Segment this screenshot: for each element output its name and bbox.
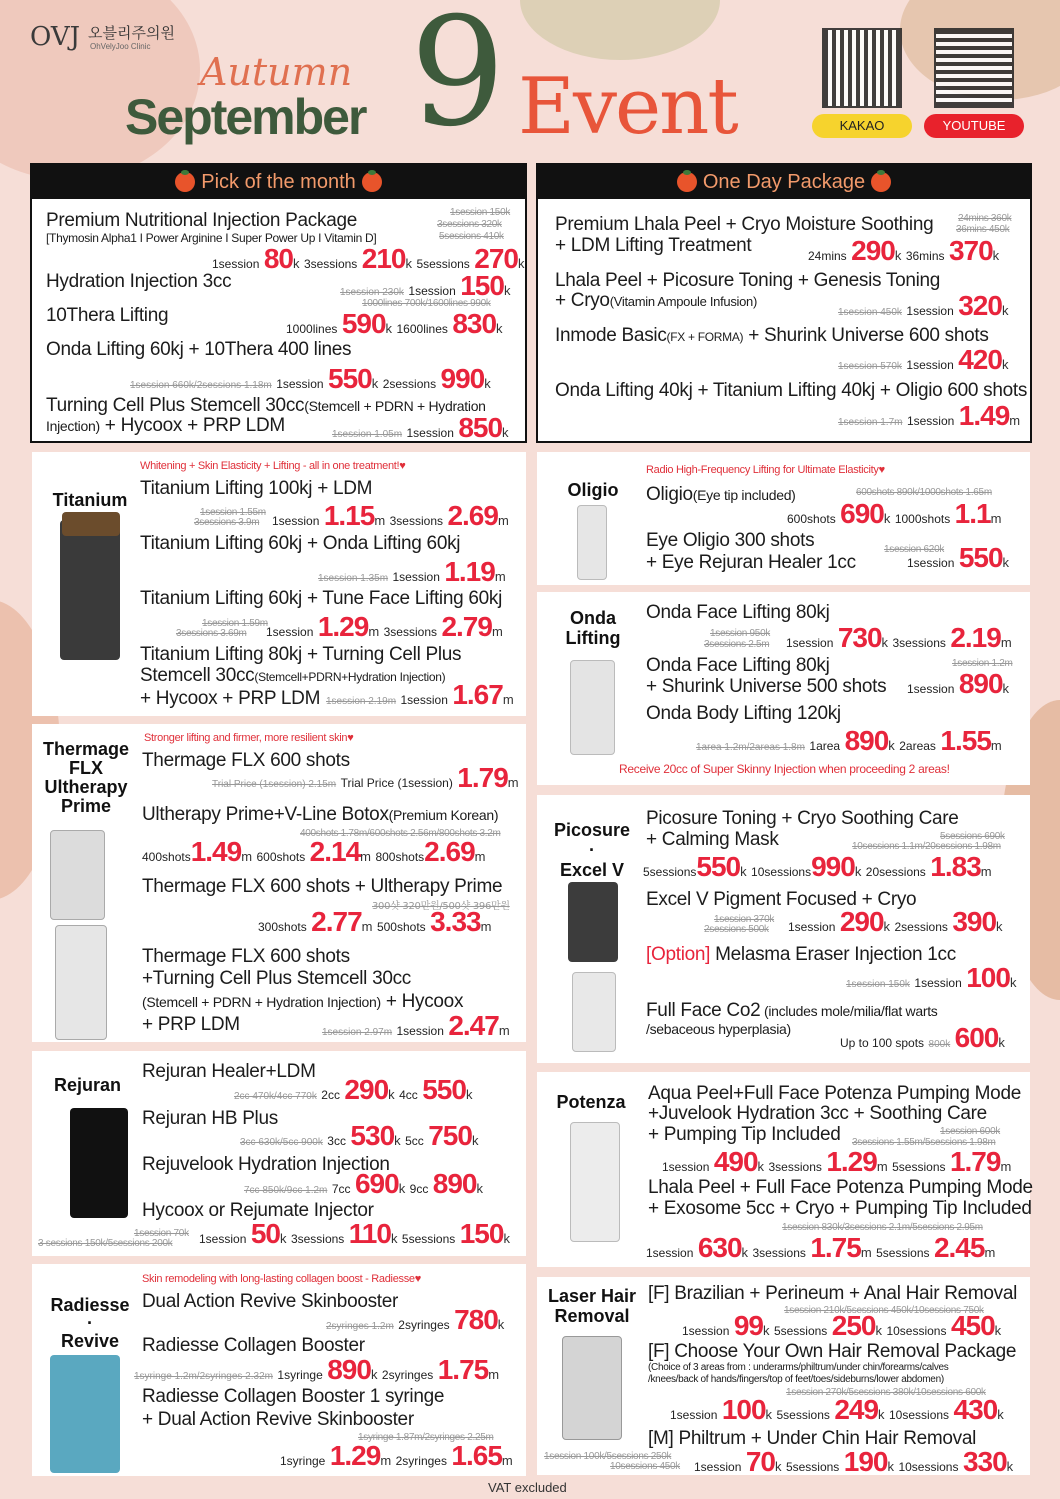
- old-price: 1session 1.2m: [952, 658, 1013, 669]
- item-name: Rejuvelook Hydration Injection: [142, 1154, 390, 1175]
- price-row: Up to 100 spots 800k 600k: [840, 1022, 1005, 1053]
- category-title: Rejuran: [53, 1075, 122, 1095]
- tomato-icon: [677, 172, 697, 192]
- decor-blob: [520, 0, 720, 60]
- price-row: 1session 1.15m 3sessions 2.69m: [272, 500, 509, 531]
- item-name: Thermage FLX 600 shots + Ultherapy Prime: [142, 876, 503, 897]
- price-row: 3cc 630k/5cc 900k 3cc 530k 5cc 750k: [240, 1120, 479, 1151]
- youtube-qr-code[interactable]: [934, 28, 1014, 108]
- brand-english: OhVelyJoo Clinic: [90, 42, 151, 51]
- youtube-label[interactable]: YOUTUBE: [924, 114, 1024, 138]
- old-price: 2sessions 500k: [704, 924, 769, 935]
- category-title: Titanium: [52, 490, 128, 510]
- old-price: 1session 70k: [134, 1228, 189, 1239]
- brand-korean: 오블리주의원: [88, 24, 175, 42]
- price-row: 1session 100k 5sessions 249k 10sessions 430k: [670, 1394, 1004, 1425]
- item-name: Oligio(Eye tip included): [646, 484, 796, 505]
- item-name: Onda Lifting 60kj + 10Thera 400 lines: [46, 339, 352, 360]
- item-name: Hycoox or Rejumate Injector: [142, 1200, 374, 1221]
- price-row: 24mins 290k 36mins 370k: [808, 235, 1000, 266]
- item-name: Picosure Toning + Cryo Soothing Care: [646, 808, 959, 829]
- kakao-label[interactable]: KAKAO: [812, 114, 912, 138]
- item-name: Thermage FLX 600 shots: [142, 946, 350, 967]
- old-price: 3sessions 1.55m/5sessions 1.98m: [852, 1137, 996, 1148]
- potenza-device-image: [570, 1122, 620, 1242]
- oneday-header-label: One Day Package: [702, 170, 866, 193]
- old-price: 1session 950k: [710, 628, 771, 639]
- item-name: + Dual Action Revive Skinbooster: [142, 1409, 414, 1430]
- category-title: Potenza: [556, 1092, 626, 1112]
- item-name: +Juvelook Hydration 3cc + Soothing Care: [648, 1103, 987, 1124]
- item-name: Titanium Lifting 60kj + Onda Lifting 60kj: [140, 533, 461, 554]
- old-price: 1session 830k/3sessions 2.1m/5sessions 2.95m: [782, 1222, 983, 1233]
- item-name: /sebaceous hyperplasia): [646, 1021, 791, 1037]
- item-name: Excel V Pigment Focused + Cryo: [646, 889, 917, 910]
- old-price: 24mins 360k: [958, 213, 1012, 224]
- category-title: Picosure · Excel V: [553, 820, 631, 880]
- item-name: Onda Face Lifting 80kj: [646, 655, 830, 676]
- onda-device-image: [570, 660, 615, 755]
- old-price: 1session 100k/5sessions 250k: [544, 1451, 672, 1462]
- price-row: 300shots 2.77m 500shots 3.33m: [258, 906, 492, 937]
- price-row: 1session 50k 3sessions 110k 5sessions 150k: [199, 1218, 510, 1249]
- item-name: Premium Nutritional Injection Package: [46, 210, 357, 231]
- item-name: Dual Action Revive Skinbooster: [142, 1291, 399, 1312]
- old-price: 1syringe 1.87m/2syringes 2.25m: [358, 1432, 494, 1443]
- price-row: 1session 890k: [907, 668, 1010, 699]
- item-name: Turning Cell Plus Stemcell 30cc(Stemcell + PDRN + Hydration: [46, 395, 486, 416]
- item-name: + Shurink Universe 500 shots: [646, 676, 887, 697]
- category-title: Onda Lifting: [565, 608, 621, 648]
- item-name: + Calming Mask: [646, 829, 779, 850]
- price-row: 1session 290k 2sessions 390k: [788, 906, 1003, 937]
- item-desc: /knees/back of hands/fingers/top of feet/toes/sideburns/lower abdomen): [648, 1374, 944, 1385]
- old-price: 3 sessions 150k/5sessions 200k: [38, 1238, 173, 1249]
- promo-note: Stronger lifting and firmer, more resilient skin♥: [144, 732, 354, 744]
- item-name: Lhala Peel + Picosure Toning + Genesis Toning: [555, 270, 941, 291]
- old-price: 1session 150k: [450, 207, 511, 218]
- vat-note: VAT excluded: [488, 1480, 567, 1495]
- old-price: 5sessions 410k: [439, 231, 504, 242]
- item-name: + PRP LDM: [142, 1014, 240, 1035]
- old-price: 1session 600k: [940, 1126, 1001, 1137]
- item-name: Lhala Peel + Full Face Potenza Pumping Mode: [648, 1177, 1033, 1198]
- price-row: 1session 550k: [907, 542, 1010, 573]
- old-price: 36mins 450k: [956, 224, 1010, 235]
- price-row: 400shots1.49m 600shots 2.14m 800shots2.69m: [142, 836, 486, 867]
- pick-header: [32, 165, 525, 199]
- price-row: 5sessions550k 10sessions990k 20sessions 1.83m: [643, 851, 992, 882]
- price-row: 1session 99k 5sessions 250k 10sessions 450k: [682, 1310, 1002, 1341]
- price-row: 1session 1.7m 1session 1.49m: [838, 400, 1021, 431]
- item-name: Rejuran HB Plus: [142, 1108, 278, 1129]
- item-name: 10Thera Lifting: [46, 305, 169, 326]
- category-title: Thermage FLX Ultherapy Prime: [42, 739, 130, 816]
- item-name: Onda Lifting 40kj + Titanium Lifting 40kj + Oligio 600 shots: [555, 380, 1028, 401]
- old-price: 1session 370k: [714, 914, 775, 925]
- price-row: 1session 490k 3sessions 1.29m 5sessions 1.79m: [662, 1146, 1012, 1177]
- item-name: + Eye Rejuran Healer 1cc: [646, 552, 856, 573]
- price-row: 2cc 470k/4cc 770k 2cc 290k 4cc 550k: [234, 1074, 473, 1105]
- old-price: 1000lines 700k/1600lines 990k: [362, 298, 491, 309]
- belotero-product-image: [50, 1355, 120, 1473]
- title-september: September: [125, 89, 366, 145]
- item-name: Rejuran Healer+LDM: [142, 1061, 316, 1082]
- price-row: 1session 660k/2sessions 1.18m 1session 550k 2sessions 990k: [130, 363, 491, 394]
- picosure-device-image: [568, 882, 618, 962]
- price-row: 600shots 690k 1000shots 1.1m: [787, 498, 1002, 529]
- price-row: 7cc 850k/9cc 1.2m 7cc 690k 9cc 890k: [244, 1168, 483, 1199]
- old-price: 600shots 890k/1000shots 1.65m: [856, 487, 992, 498]
- item-name: + Cryo(Vitamin Ampoule Infusion): [555, 290, 758, 311]
- price-row: 1session 1.05m 1session 850k: [332, 412, 509, 443]
- old-price: 3sessions 320k: [437, 219, 502, 230]
- rejuran-product-image: [70, 1108, 128, 1218]
- kakao-qr-code[interactable]: [822, 28, 902, 108]
- old-price: 1session 270k/5sessions 380k/10sessions 600k: [786, 1387, 986, 1398]
- price-row: 1session 150k 1session 100k: [846, 962, 1017, 993]
- item-desc: (Choice of 3 areas from : underarms/philtrum/under chin/forearms/calves: [648, 1362, 949, 1373]
- pick-header-label: Pick of the month: [201, 170, 356, 193]
- item-name: Stemcell 30cc(Stemcell+PDRN+Hydration Injection): [140, 665, 446, 686]
- old-price: 3sessions 3.69m: [176, 628, 247, 639]
- price-row: 1session 230k 1session 150k: [340, 270, 511, 301]
- old-price: 1session 1.59m: [202, 618, 268, 629]
- item-name: Radiesse Collagen Booster 1 syringe: [142, 1386, 445, 1407]
- price-row: 1session 80k 3sessions 210k 5sessions 270k: [212, 243, 525, 274]
- item-name: Injection) + Hycoox + PRP LDM: [46, 415, 285, 436]
- promo-note: Whitening + Skin Elasticity + Lifting - all in one treatment!♥: [140, 460, 406, 472]
- item-name: Premium Lhala Peel + Cryo Moisture Soothing: [555, 214, 934, 235]
- item-name: Radiesse Collagen Booster: [142, 1335, 365, 1356]
- category-title: Laser Hair Removal: [547, 1286, 637, 1326]
- titanium-device-image: [60, 520, 120, 660]
- price-row: 2syringes 1.2m 2syringes 780k: [326, 1304, 505, 1335]
- price-row: 1session 630k 3sessions 1.75m 5sessions 2.45m: [646, 1232, 996, 1263]
- oligio-device-image: [577, 505, 607, 580]
- item-name: Onda Face Lifting 80kj: [646, 602, 830, 623]
- old-price: 1session 210k/5sessions 450k/10sessions 750k: [784, 1305, 984, 1316]
- old-price: 10sessions 450k: [610, 1461, 680, 1472]
- item-name: + Exosome 5cc + Cryo + Pumping Tip Included: [648, 1198, 1032, 1219]
- co2-device-image: [572, 972, 616, 1052]
- laser-device-image: [562, 1336, 622, 1440]
- price-row: 1session 730k 3sessions 2.19m: [786, 622, 1012, 653]
- device-screen: [62, 512, 120, 536]
- title-event: Event: [518, 62, 737, 152]
- item-name: + Pumping Tip Included: [648, 1124, 841, 1145]
- promo-note: Skin remodeling with long-lasting collagen boost - Radiesse♥: [142, 1273, 421, 1285]
- old-price: 1session 620k: [884, 544, 945, 555]
- item-name: Eye Oligio 300 shots: [646, 530, 815, 551]
- item-name: Inmode Basic(FX + FORMA) + Shurink Universe 600 shots: [555, 325, 989, 346]
- item-name: Titanium Lifting 80kj + Turning Cell Plus: [140, 644, 462, 665]
- item-name: Aqua Peel+Full Face Potenza Pumping Mode: [648, 1083, 1021, 1104]
- item-name: [M] Philtrum + Under Chin Hair Removal: [648, 1428, 977, 1449]
- item-name: Titanium Lifting 60kj + Tune Face Lifting 60kj: [140, 588, 503, 609]
- ultherapy-device-image: [55, 925, 107, 1040]
- price-row: 1session 570k 1session 420k: [838, 344, 1009, 375]
- price-row: 1syringe 1.2m/2syringes 2.32m 1syringe 890k 2syringes 1.75m: [134, 1354, 500, 1385]
- old-price: 5sessions 690k: [940, 831, 1005, 842]
- price-row: 1area 1.2m/2areas 1.8m 1area 890k 2areas 1.55m: [696, 725, 1002, 756]
- item-name: Titanium Lifting 100kj + LDM: [140, 478, 373, 499]
- item-name: (Stemcell + PDRN + Hydration Injection) + Hycoox: [142, 991, 464, 1012]
- item-sub: [Thymosin Alpha1 I Power Arginine I Super Power Up I Vitamin D]: [46, 231, 377, 245]
- logo: OVJ: [30, 22, 81, 52]
- promo-note: Radio High-Frequency Lifting for Ultimate Elasticity♥: [646, 464, 885, 476]
- price-row: 1syringe 1.29m 2syringes 1.65m: [280, 1440, 513, 1471]
- price-row: 1000lines 590k 1600lines 830k: [286, 308, 503, 339]
- price-row: 1session 450k 1session 320k: [838, 290, 1009, 321]
- title-autumn: Autumn: [200, 50, 353, 94]
- category-title: Oligio: [567, 480, 619, 500]
- item-name: Full Face Co2 (includes mole/milia/flat warts: [646, 1000, 938, 1021]
- tomato-icon: [362, 172, 382, 192]
- oneday-header: [538, 165, 1030, 199]
- item-name: [F] Brazilian + Perineum + Anal Hair Removal: [648, 1283, 1018, 1304]
- old-price: 400shots 1.78m/600shots 2.56m/800shots 3.2m: [300, 828, 501, 839]
- price-row: Trial Price (1session) 2.15m Trial Price (1session) 1.79m: [212, 762, 519, 793]
- item-name: Ultherapy Prime+V-Line Botox(Premium Korean): [142, 804, 499, 825]
- old-price: 1session 1.55m: [200, 507, 266, 518]
- item-name: Onda Body Lifting 120kj: [646, 703, 841, 724]
- tomato-icon: [871, 172, 891, 192]
- price-row: 1session 1.29m 3sessions 2.79m: [266, 611, 503, 642]
- thermage-device-image: [50, 830, 105, 920]
- price-row: 1session 2.97m 1session 2.47m: [322, 1010, 510, 1041]
- old-price: 3sessions 2.5m: [704, 639, 770, 650]
- price-row: 1session 2.19m 1session 1.67m: [326, 679, 514, 710]
- tomato-icon: [175, 172, 195, 192]
- old-price: 10sessions 1.1m/20sessions 1.98m: [852, 841, 1001, 852]
- item-name: Hydration Injection 3cc: [46, 271, 232, 292]
- title-day: 9: [410, 0, 506, 160]
- price-row: 1session 1.35m 1session 1.19m: [318, 556, 506, 587]
- old-price: 3sessions 3.9m: [194, 517, 260, 528]
- item-name: +Turning Cell Plus Stemcell 30cc: [142, 968, 412, 989]
- promo-note: Receive 20cc of Super Skinny Injection when proceeding 2 areas!: [619, 762, 950, 776]
- item-name: [Option] Melasma Eraser Injection 1cc: [646, 944, 956, 965]
- item-name: [F] Choose Your Own Hair Removal Package: [648, 1341, 1017, 1362]
- item-name: Thermage FLX 600 shots: [142, 750, 350, 771]
- item-name: + LDM Lifting Treatment: [555, 235, 752, 256]
- category-title: Radiesse · Revive: [50, 1295, 130, 1351]
- old-price: 300샷 320만원/500샷 396만원: [372, 901, 510, 912]
- item-name: + Hycoox + PRP LDM: [140, 688, 321, 709]
- price-row: 1session 70k 5sessions 190k 10sessions 330k: [694, 1446, 1014, 1477]
